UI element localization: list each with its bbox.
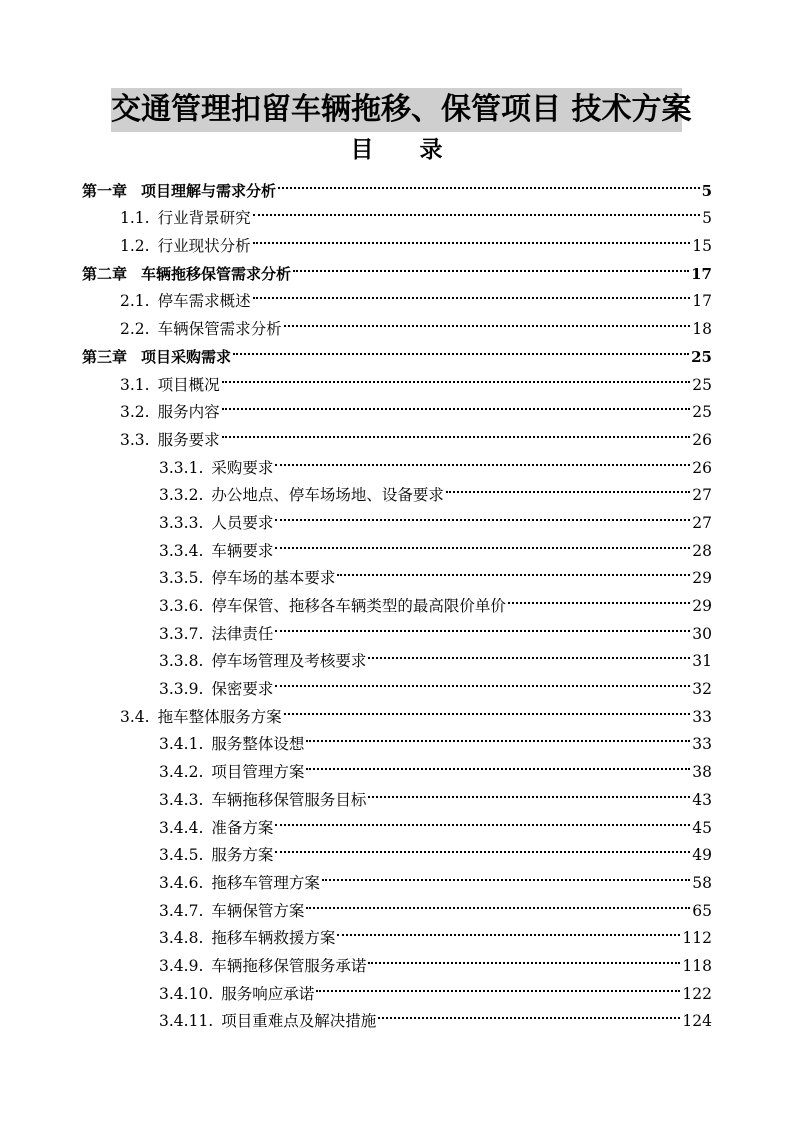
toc-entry-number: 3.4.11. bbox=[159, 1012, 214, 1031]
toc-entry-page: 26 bbox=[692, 430, 712, 449]
toc-entry[interactable] bbox=[82, 168, 712, 200]
toc-entry-title: 停车保管、拖移各车辆类型的最高限价单价 bbox=[211, 597, 506, 615]
toc-dot-leader bbox=[253, 196, 701, 224]
toc-entry-title: 停车需求概述 bbox=[157, 292, 251, 311]
toc-entry-page: 112 bbox=[682, 929, 712, 948]
toc-dot-leader bbox=[275, 666, 690, 694]
toc-entry-title: 项目采购需求 bbox=[141, 347, 232, 366]
toc-dot-leader bbox=[233, 334, 689, 362]
toc-dot-leader bbox=[275, 528, 690, 556]
toc-entry-page: 15 bbox=[692, 237, 712, 256]
toc-entry-number: 3.3.1. bbox=[159, 458, 204, 477]
toc-entry-title: 项目理解与需求分析 bbox=[141, 181, 277, 200]
toc-dot-leader bbox=[222, 362, 691, 390]
toc-entry-number: 第一章 bbox=[82, 181, 128, 200]
toc-entry-number: 3.3.7. bbox=[159, 624, 204, 643]
toc-entry-page: 17 bbox=[691, 264, 712, 283]
toc-entry-title: 服务方案 bbox=[211, 846, 274, 865]
toc-entry-page: 5 bbox=[702, 209, 712, 228]
toc-entry-title: 项目管理方案 bbox=[211, 763, 305, 782]
toc-entry-title: 停车场管理及考核要求 bbox=[211, 652, 367, 671]
document-title: 交通管理扣留车辆拖移、保管项目 技术方案 bbox=[111, 88, 682, 132]
toc-entry-number: 3.4.8. bbox=[159, 929, 204, 948]
toc-dot-leader bbox=[278, 168, 700, 196]
toc-entry-page: 33 bbox=[692, 735, 712, 754]
toc-entry-number: 3.4. bbox=[120, 707, 150, 726]
toc-entry-page: 28 bbox=[692, 541, 712, 560]
toc-entry-title: 拖移车辆救援方案 bbox=[211, 929, 336, 948]
toc-entry-number: 3.4.10. bbox=[159, 984, 214, 1003]
toc-entry-title: 服务整体设想 bbox=[211, 735, 305, 754]
toc-dot-leader bbox=[284, 694, 691, 722]
toc-entry-page: 122 bbox=[682, 984, 712, 1003]
toc-entry-page: 33 bbox=[692, 707, 712, 726]
toc-dot-leader bbox=[368, 777, 690, 805]
toc-dot-leader bbox=[378, 999, 680, 1027]
toc-dot-leader bbox=[337, 556, 690, 584]
toc-entry-page: 26 bbox=[692, 458, 712, 477]
toc-entry-page: 118 bbox=[682, 956, 712, 975]
toc-entry-title: 项目重难点及解决措施 bbox=[221, 1012, 377, 1031]
toc-entry-number: 3.3.5. bbox=[159, 569, 204, 588]
toc-dot-leader bbox=[508, 583, 690, 611]
toc-entry-title: 人员要求 bbox=[211, 513, 274, 532]
toc-dot-leader bbox=[306, 722, 690, 750]
table-of-contents bbox=[82, 168, 712, 1031]
toc-entry-title: 车辆拖移保管服务承诺 bbox=[211, 956, 367, 975]
toc-dot-leader bbox=[293, 251, 689, 279]
toc-dot-leader bbox=[222, 390, 691, 418]
toc-entry-number: 3.3. bbox=[120, 430, 150, 449]
toc-entry-title: 办公地点、停车场场地、设备要求 bbox=[211, 486, 444, 505]
toc-dot-leader bbox=[275, 833, 690, 861]
toc-entry-number: 3.3.8. bbox=[159, 652, 204, 671]
toc-entry-page: 43 bbox=[692, 790, 712, 809]
toc-entry-page: 38 bbox=[692, 763, 712, 782]
toc-dot-leader bbox=[306, 749, 690, 777]
toc-dot-leader bbox=[275, 500, 690, 528]
toc-dot-leader bbox=[253, 279, 691, 307]
toc-entry-number: 3.2. bbox=[120, 403, 150, 422]
toc-entry-number: 3.4.1. bbox=[159, 735, 204, 754]
toc-entry-number: 2.1. bbox=[120, 292, 150, 311]
toc-entry-title: 车辆拖移保管服务目标 bbox=[211, 790, 367, 809]
toc-entry-number: 1.2. bbox=[120, 237, 150, 256]
toc-entry-number: 3.1. bbox=[120, 375, 150, 394]
toc-entry-number: 3.4.5. bbox=[159, 846, 204, 865]
toc-entry-number: 1.1. bbox=[120, 209, 150, 228]
toc-entry-number: 3.3.9. bbox=[159, 680, 204, 699]
toc-entry-number: 3.3.4. bbox=[159, 541, 204, 560]
toc-heading bbox=[0, 134, 793, 166]
toc-entry-page: 27 bbox=[692, 486, 712, 505]
toc-entry-number: 3.4.6. bbox=[159, 873, 204, 892]
toc-entry-title: 停车场的基本要求 bbox=[211, 569, 336, 588]
toc-heading-right: 录 bbox=[419, 136, 443, 163]
toc-entry-title: 项目概况 bbox=[157, 375, 220, 394]
toc-dot-leader bbox=[275, 445, 690, 473]
toc-entry-title: 服务要求 bbox=[157, 430, 220, 449]
toc-dot-leader bbox=[306, 888, 690, 916]
toc-entry-page: 124 bbox=[682, 1012, 712, 1031]
toc-entry-number: 3.4.2. bbox=[159, 763, 204, 782]
toc-dot-leader bbox=[275, 805, 690, 833]
toc-entry-title: 采购要求 bbox=[211, 458, 274, 477]
toc-entry-title: 准备方案 bbox=[211, 818, 274, 837]
toc-entry-page: 32 bbox=[692, 680, 712, 699]
toc-entry-page: 45 bbox=[692, 818, 712, 837]
toc-entry-page: 58 bbox=[692, 873, 712, 892]
toc-dot-leader bbox=[322, 860, 690, 888]
toc-entry-page: 5 bbox=[701, 181, 712, 200]
toc-entry-title: 拖移车管理方案 bbox=[211, 873, 320, 892]
toc-entry-number: 3.3.2. bbox=[159, 486, 204, 505]
toc-dot-leader bbox=[316, 971, 680, 999]
toc-entry-page: 49 bbox=[692, 846, 712, 865]
toc-entry-page: 27 bbox=[692, 513, 712, 532]
toc-entry-page: 25 bbox=[692, 403, 712, 422]
toc-dot-leader bbox=[368, 943, 680, 971]
toc-entry-page: 25 bbox=[692, 375, 712, 394]
toc-entry-title: 车辆要求 bbox=[211, 541, 274, 560]
toc-dot-leader bbox=[253, 223, 691, 251]
toc-entry-title: 车辆保管方案 bbox=[211, 901, 305, 920]
toc-entry-title: 服务响应承诺 bbox=[221, 984, 315, 1003]
toc-entry-page: 17 bbox=[692, 292, 712, 311]
toc-entry-number: 3.4.9. bbox=[159, 956, 204, 975]
toc-dot-leader bbox=[337, 916, 680, 944]
toc-entry-page: 65 bbox=[692, 901, 712, 920]
toc-entry-page: 29 bbox=[692, 597, 712, 615]
toc-entry-number: 第三章 bbox=[82, 347, 128, 366]
toc-dot-leader bbox=[446, 473, 690, 501]
toc-entry-page: 31 bbox=[692, 652, 712, 671]
toc-entry-number: 2.2. bbox=[120, 320, 150, 339]
toc-entry-page: 29 bbox=[692, 569, 712, 588]
toc-heading-left: 目 bbox=[350, 136, 374, 163]
toc-entry-number: 3.3.3. bbox=[159, 513, 204, 532]
toc-entry-page: 30 bbox=[692, 624, 712, 643]
toc-entry-title: 拖车整体服务方案 bbox=[157, 707, 282, 726]
toc-entry-title: 服务内容 bbox=[157, 403, 220, 422]
toc-dot-leader bbox=[368, 639, 690, 667]
toc-entry-page: 18 bbox=[692, 320, 712, 339]
toc-dot-leader bbox=[284, 306, 691, 334]
toc-entry-title: 车辆拖移保管需求分析 bbox=[141, 264, 292, 283]
toc-entry-title: 行业背景研究 bbox=[157, 209, 251, 228]
toc-entry-number: 3.4.3. bbox=[159, 790, 204, 809]
toc-entry-title: 车辆保管需求分析 bbox=[157, 320, 282, 339]
toc-entry-page: 25 bbox=[691, 347, 712, 366]
toc-dot-leader bbox=[222, 417, 691, 445]
toc-entry-number: 3.3.6. bbox=[159, 597, 204, 615]
toc-entry-title: 保密要求 bbox=[211, 680, 274, 699]
toc-entry-number: 3.4.7. bbox=[159, 901, 204, 920]
toc-entry-title: 法律责任 bbox=[211, 624, 274, 643]
toc-entry-title: 行业现状分析 bbox=[157, 237, 251, 256]
toc-entry-number: 第二章 bbox=[82, 264, 128, 283]
toc-entry-number: 3.4.4. bbox=[159, 818, 204, 837]
toc-dot-leader bbox=[275, 611, 690, 639]
